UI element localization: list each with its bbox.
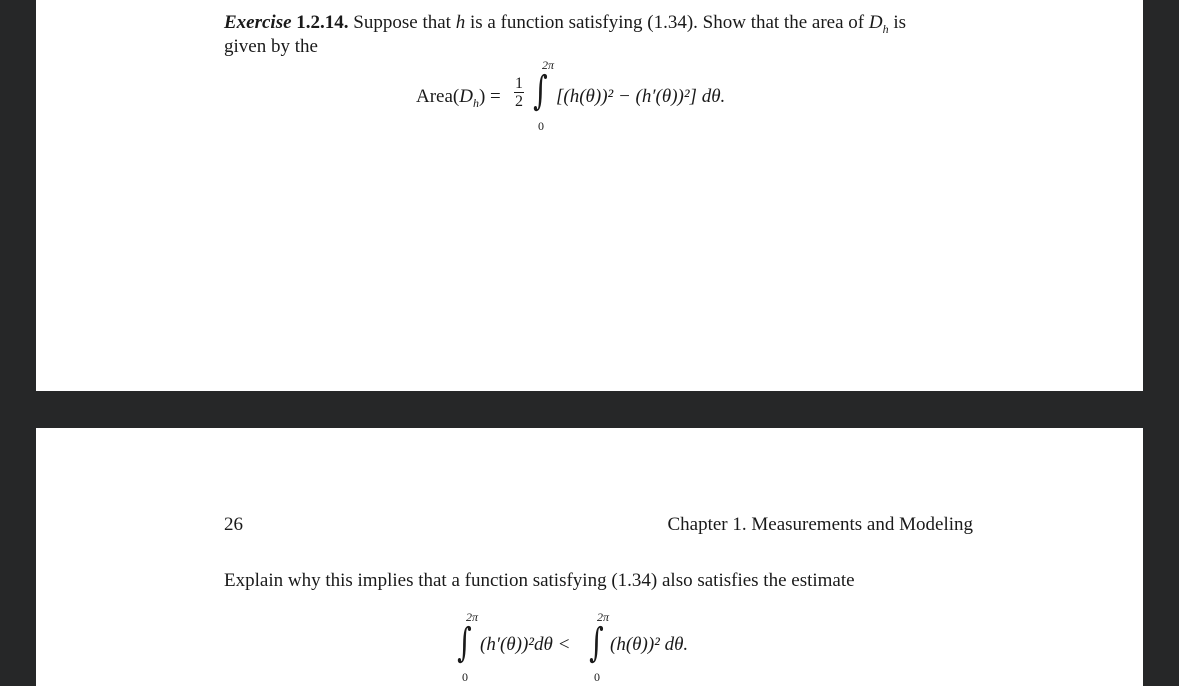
fraction-numerator: 1 <box>515 75 523 92</box>
right-integrand: (h(θ))² dθ. <box>610 634 689 655</box>
fraction-denominator: 2 <box>515 93 523 110</box>
equation-area-lhs <box>416 86 501 111</box>
exercise-text: Suppose that <box>353 12 451 33</box>
fraction-one-half <box>514 76 524 111</box>
integral-lower-limit-left: 0 <box>462 670 468 684</box>
area-function: Area( <box>416 86 460 107</box>
integral-upper-limit: 2π <box>542 58 555 72</box>
exercise-var-d: D <box>868 12 883 33</box>
exercise-text: is a function satisfying (1.34). Show that the area of <box>469 12 865 33</box>
exercise-paragraph-line1 <box>224 12 906 37</box>
exercise-label: Exercise <box>224 12 292 33</box>
area-d: D <box>459 86 473 107</box>
exercise-var-d-sub: h <box>882 21 889 36</box>
integral-sign-right: ∫ <box>589 620 604 666</box>
exercise-paragraph-line2: given by the <box>224 36 318 57</box>
chapter-heading: Chapter 1. Measurements and Modeling <box>667 514 973 535</box>
integral-lower-limit-right: 0 <box>594 670 600 684</box>
document-page-bottom <box>36 428 1143 686</box>
exercise-text: is <box>893 12 907 33</box>
document-page-top <box>36 0 1143 391</box>
body-paragraph: Explain why this implies that a function satisfying (1.34) also satisfies the estimate <box>224 570 855 591</box>
area-equals: ) = <box>478 86 501 107</box>
integral-upper-limit-right: 2π <box>597 610 610 624</box>
left-integrand: (h′(θ))²dθ < <box>480 634 571 655</box>
exercise-number: 1.2.14. <box>296 12 349 33</box>
integral-upper-limit-left: 2π <box>466 610 479 624</box>
exercise-var-h: h <box>455 12 466 33</box>
integral-lower-limit: 0 <box>538 119 544 133</box>
integral-sign: ∫ <box>533 68 548 114</box>
page-number: 26 <box>224 514 243 535</box>
area-d-sub: h <box>472 95 479 110</box>
integrand: [(h(θ))² − (h′(θ))²] dθ. <box>556 86 726 107</box>
integral-sign-left: ∫ <box>457 620 472 666</box>
